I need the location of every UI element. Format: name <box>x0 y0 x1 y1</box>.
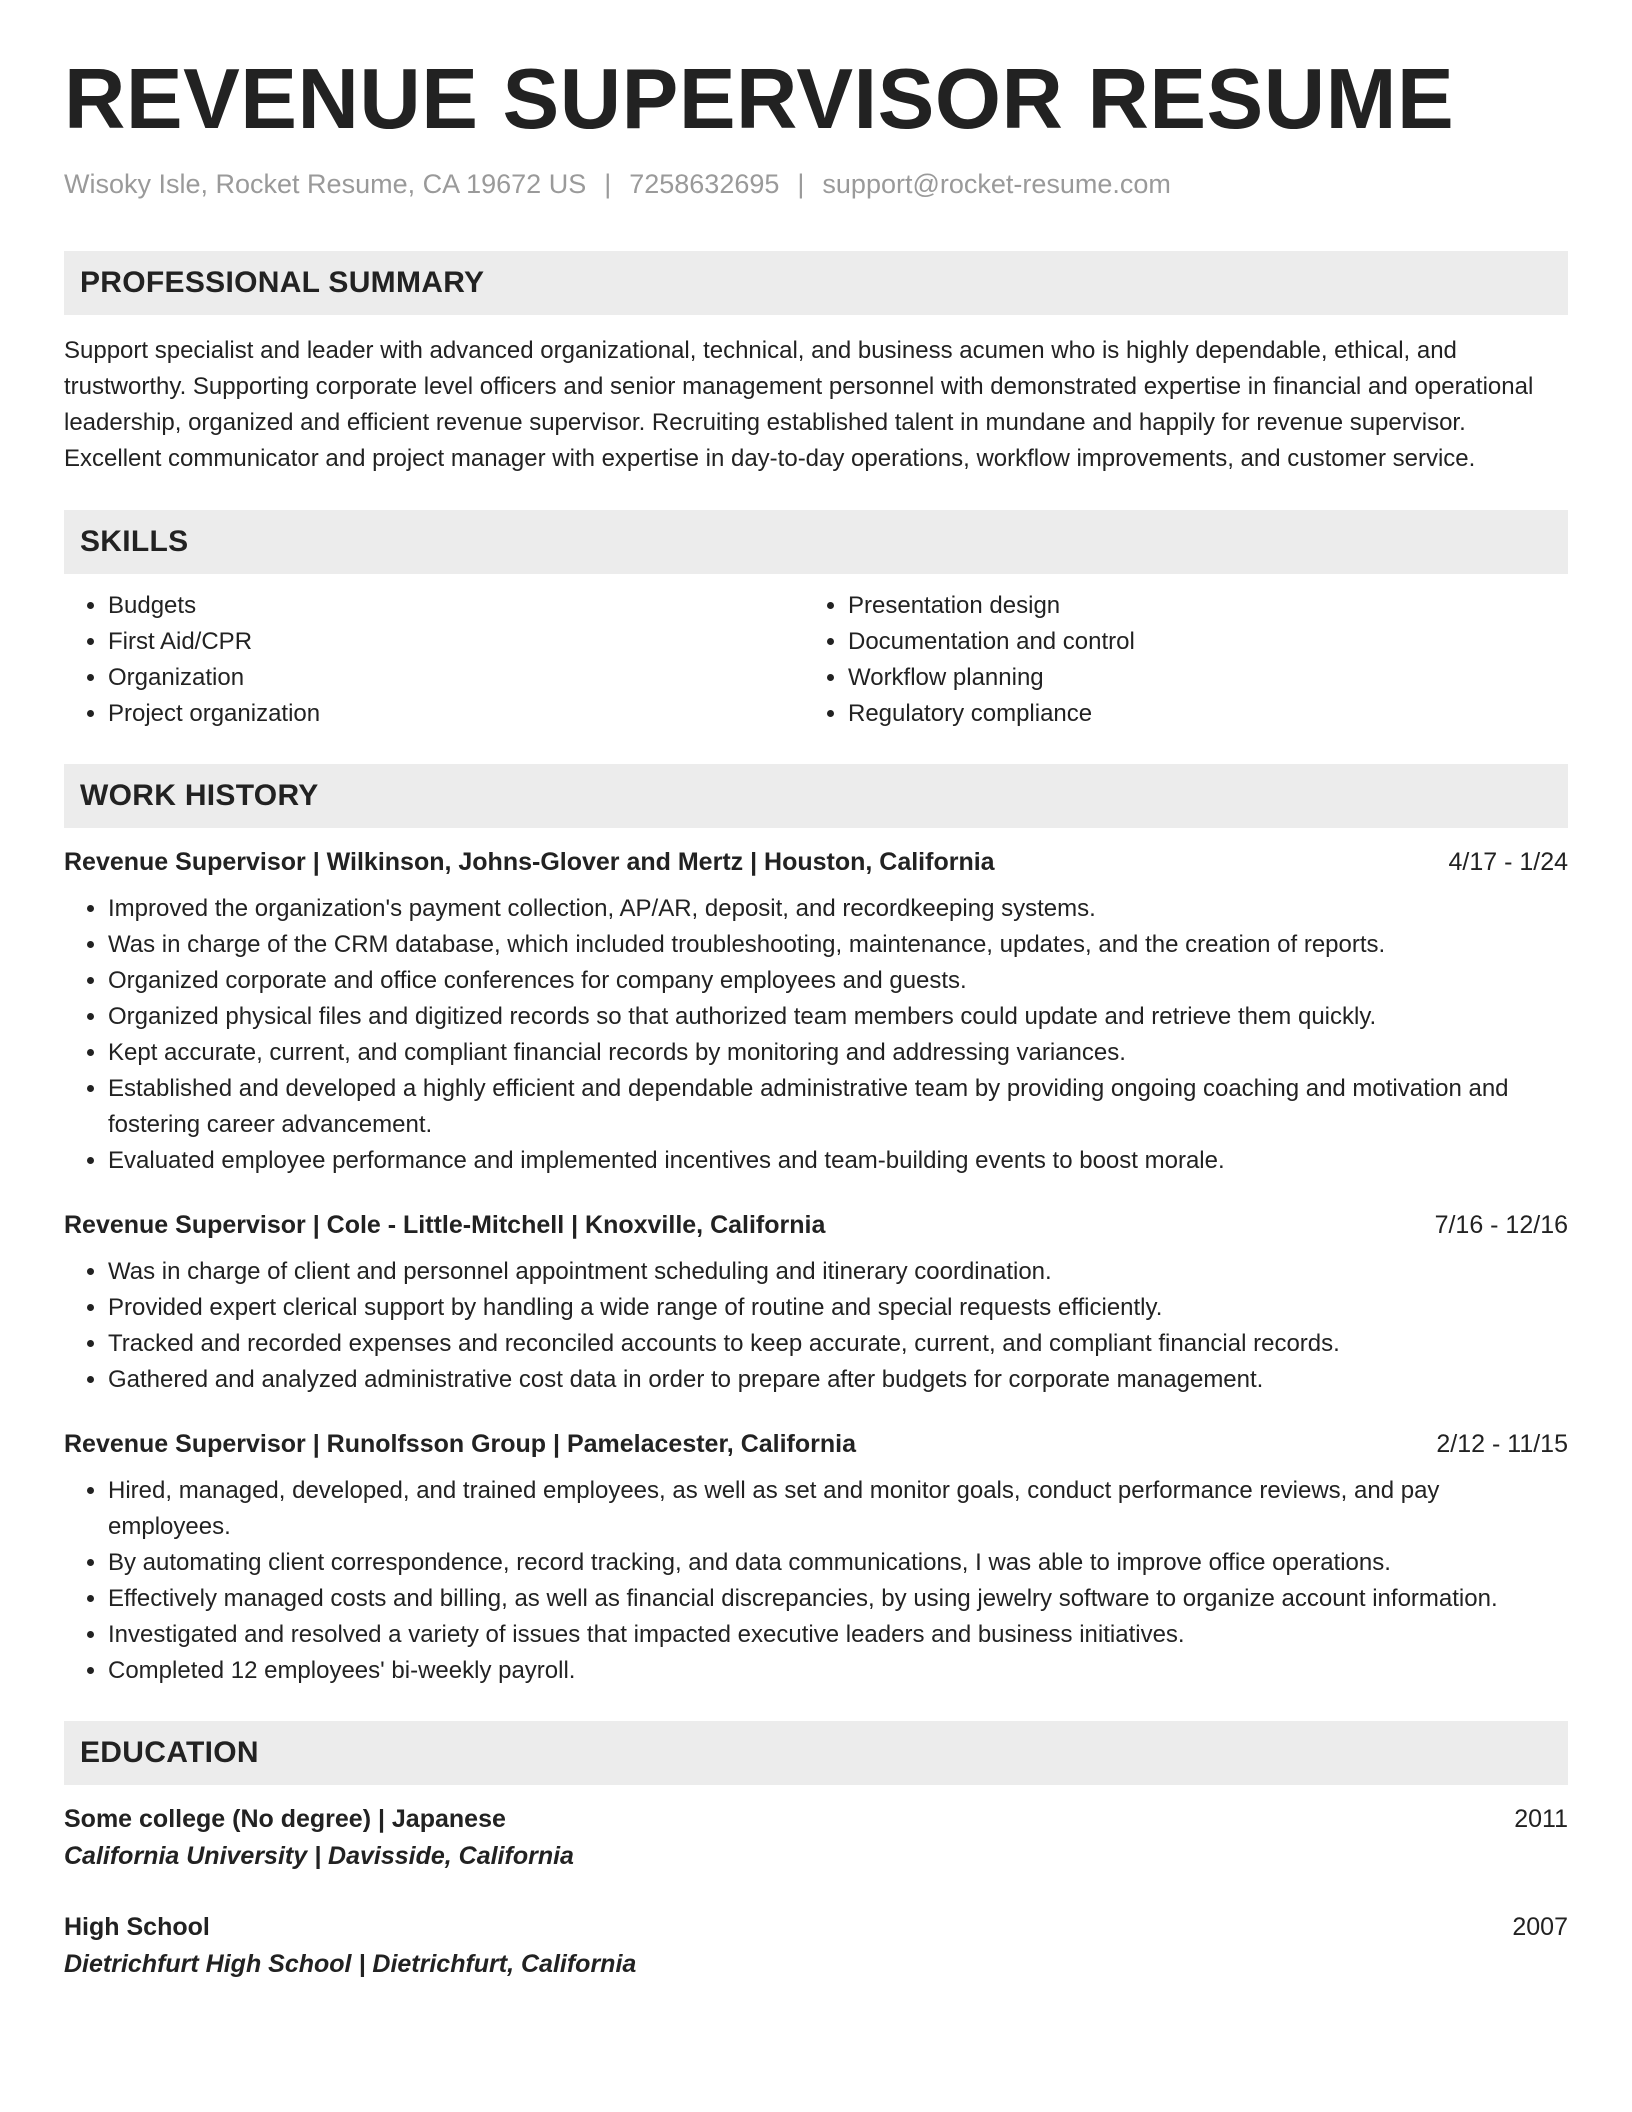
job-dates: 4/17 - 1/24 <box>1448 848 1568 877</box>
job-title: Revenue Supervisor | Runolfsson Group | Pamelacester, California <box>64 1430 856 1459</box>
job-bullet: • Was in charge of the CRM database, which included troubleshooting, maintenance, updates, and the creation of reports. <box>108 927 1568 963</box>
job-header <box>64 1430 1568 1459</box>
job-entry <box>64 1211 1568 1398</box>
job-bullet: • Organized corporate and office conferences for company employees and guests. <box>108 963 1568 999</box>
job-dates: 7/16 - 12/16 <box>1434 1211 1568 1240</box>
skill-item: • First Aid/CPR <box>108 624 804 660</box>
skill-item: • Workflow planning <box>848 660 1544 696</box>
education-year: 2011 <box>1514 1805 1568 1834</box>
job-title: Revenue Supervisor | Cole - Little-Mitchell | Knoxville, California <box>64 1211 826 1240</box>
job-bullet: • Established and developed a highly efficient and dependable administrative team by providing ongoing coaching and motivation and fostering career advancement. <box>108 1071 1568 1143</box>
job-bullet: • Gathered and analyzed administrative cost data in order to prepare after budgets for corporate management. <box>108 1362 1568 1398</box>
skills-heading: SKILLS <box>64 510 1568 574</box>
job-bullets <box>64 1473 1568 1689</box>
job-bullet: • Evaluated employee performance and implemented incentives and team-building events to boost morale. <box>108 1143 1568 1179</box>
contact-address: Wisoky Isle, Rocket Resume, CA 19672 US <box>64 169 587 200</box>
contact-phone: 7258632695 <box>629 169 780 200</box>
job-bullet: • Hired, managed, developed, and trained employees, as well as set and monitor goals, conduct performance reviews, and pay employees. <box>108 1473 1568 1545</box>
education-header <box>64 1805 1568 1834</box>
skill-item: • Presentation design <box>848 588 1544 624</box>
skill-item: • Project organization <box>108 696 804 732</box>
education-degree: Some college (No degree) | Japanese <box>64 1805 506 1834</box>
education-header <box>64 1913 1568 1942</box>
job-bullet: • Effectively managed costs and billing, as well as financial discrepancies, by using jewelry software to organize account information. <box>108 1581 1568 1617</box>
education-heading: EDUCATION <box>64 1721 1568 1785</box>
job-bullet: • Provided expert clerical support by handling a wide range of routine and special requests efficiently. <box>108 1290 1568 1326</box>
skill-item: • Organization <box>108 660 804 696</box>
job-bullet: • Organized physical files and digitized records so that authorized team members could update and retrieve them quickly. <box>108 999 1568 1035</box>
summary-heading: PROFESSIONAL SUMMARY <box>64 251 1568 315</box>
education-degree: High School <box>64 1913 210 1942</box>
skills-list <box>64 588 1568 732</box>
job-header <box>64 1211 1568 1240</box>
education-entry <box>64 1913 1568 1979</box>
contact-line <box>64 169 1568 200</box>
education-school: California University | Davisside, California <box>64 1842 574 1871</box>
job-bullet: • Tracked and recorded expenses and reconciled accounts to keep accurate, current, and compliant financial records. <box>108 1326 1568 1362</box>
job-title: Revenue Supervisor | Wilkinson, Johns-Glover and Mertz | Houston, California <box>64 848 995 877</box>
education-school: Dietrichfurt High School | Dietrichfurt, California <box>64 1950 637 1979</box>
job-bullet: • By automating client correspondence, record tracking, and data communications, I was able to improve office operations. <box>108 1545 1568 1581</box>
skills-column-left <box>64 588 804 732</box>
job-entry <box>64 1430 1568 1689</box>
job-bullet: • Investigated and resolved a variety of issues that impacted executive leaders and business initiatives. <box>108 1617 1568 1653</box>
contact-email: support@rocket-resume.com <box>822 169 1171 200</box>
job-bullet: • Improved the organization's payment collection, AP/AR, deposit, and recordkeeping systems. <box>108 891 1568 927</box>
page-title: REVENUE SUPERVISOR RESUME <box>64 52 1455 147</box>
job-bullets <box>64 1254 1568 1398</box>
summary-text: Support specialist and leader with advanced organizational, technical, and business acumen who is highly dependable, ethical, and trustworthy. Supporting corporate level officers and senior management personnel with demonstrated expertise in financial and operational leadership, organized and efficient revenue supervisor. Recruiting established talent in mundane and happily for revenue supervisor. Excellent communicator and project manager with expertise in day-to-day operations, workflow improvements, and customer service. <box>64 337 1534 473</box>
job-dates: 2/12 - 11/15 <box>1436 1430 1568 1459</box>
education-year: 2007 <box>1512 1913 1568 1942</box>
skill-item: • Regulatory compliance <box>848 696 1544 732</box>
work-history-heading: WORK HISTORY <box>64 764 1568 828</box>
skills-column-right <box>804 588 1544 732</box>
job-header <box>64 848 1568 877</box>
skill-item: • Documentation and control <box>848 624 1544 660</box>
job-bullet: • Was in charge of client and personnel appointment scheduling and itinerary coordination. <box>108 1254 1568 1290</box>
education-entry <box>64 1805 1568 1871</box>
contact-separator: | <box>797 169 805 200</box>
job-entry <box>64 848 1568 1179</box>
job-bullet: • Kept accurate, current, and compliant financial records by monitoring and addressing variances. <box>108 1035 1568 1071</box>
job-bullets <box>64 891 1568 1179</box>
job-bullet: • Completed 12 employees' bi-weekly payroll. <box>108 1653 1568 1689</box>
skill-item: • Budgets <box>108 588 804 624</box>
contact-separator: | <box>604 169 612 200</box>
